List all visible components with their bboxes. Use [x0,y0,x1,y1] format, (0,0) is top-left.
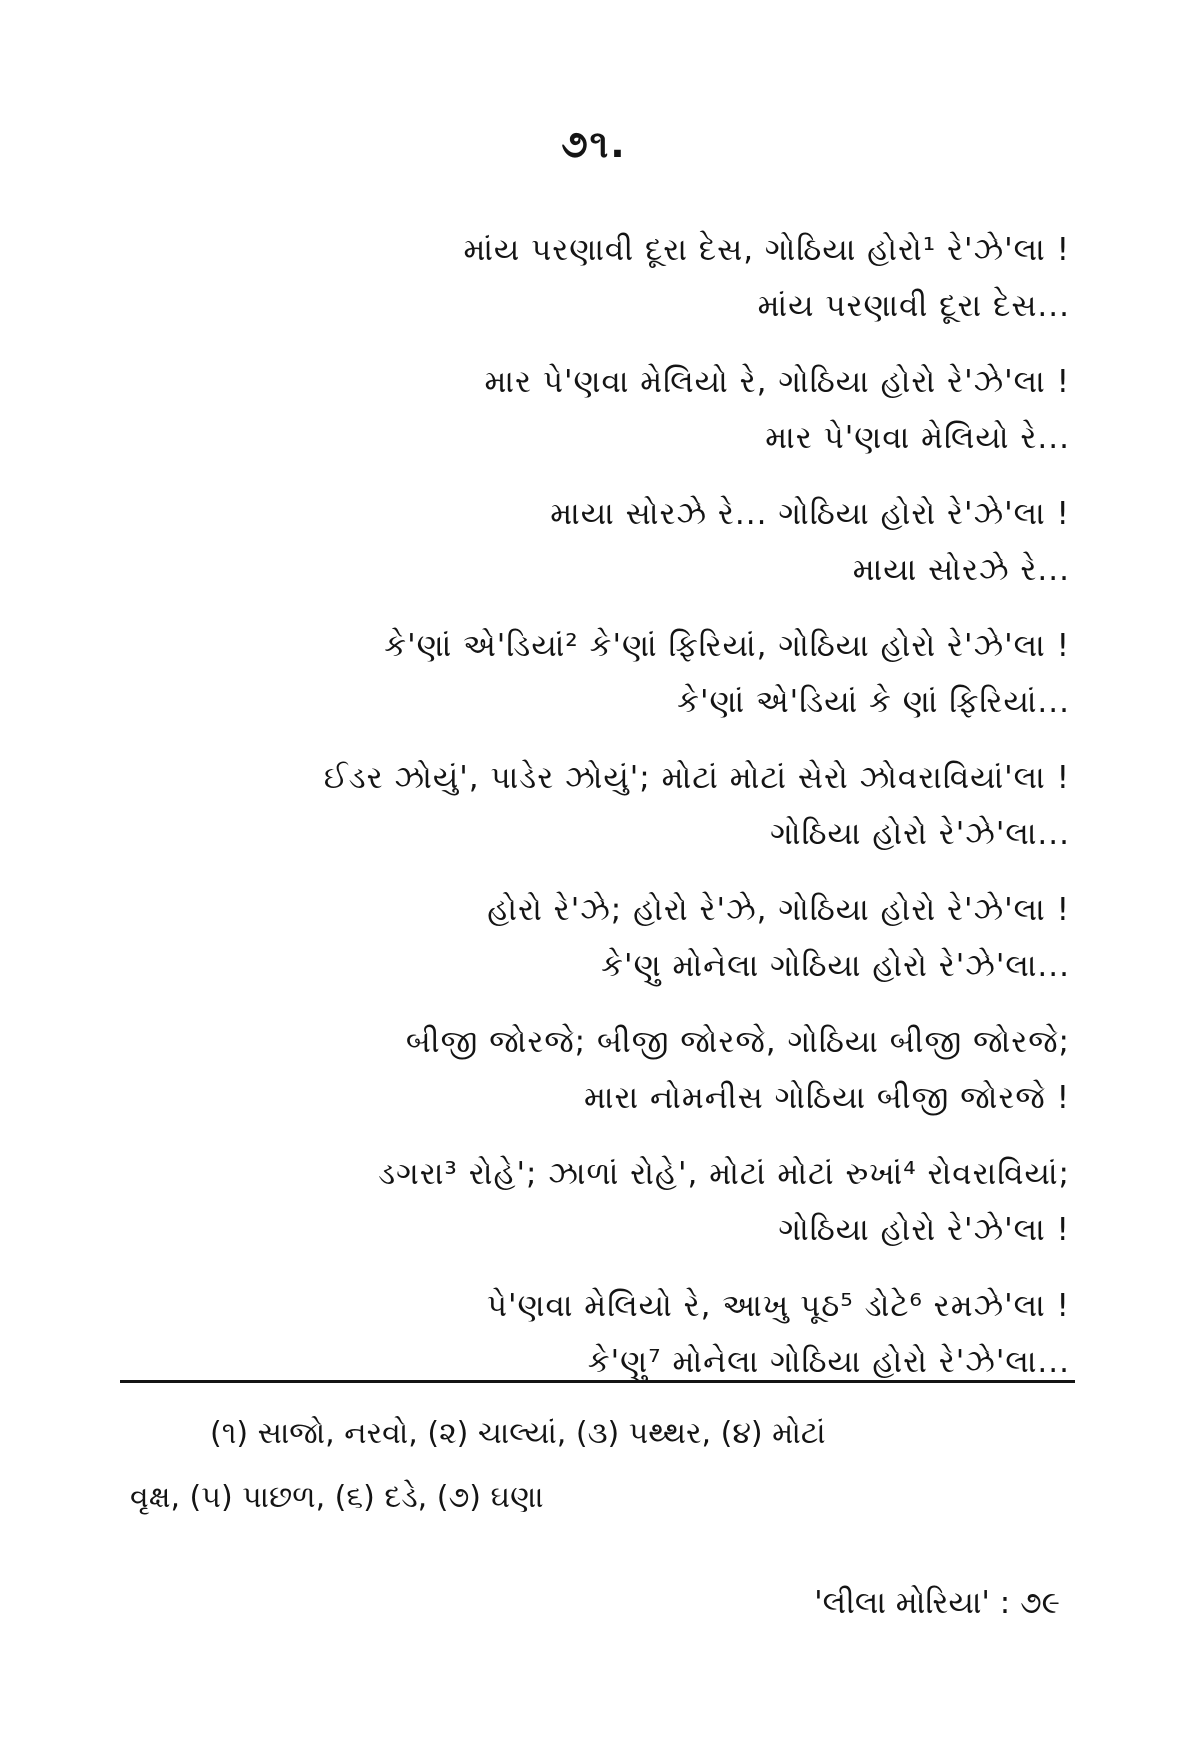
verse-line: કે'ણાં એ'ડિયાં² કે'ણાં ફિરિયાં, ગોઠિયા હોરો રે'ઝે'લા ! [384,628,1070,664]
refrain-line: માયા સોરઝે રે... [852,552,1070,588]
footnote-line: વૃક્ષ, (૫) પાછળ, (૬) દડે, (૭) ઘણા [130,1480,544,1515]
stanza [0,1146,1188,1258]
stanza [0,486,1188,598]
footnote-line: (૧) સાજો, નરવો, (૨) ચાલ્યાં, (૩) પથ્થર, (૪) મોટાં [210,1416,826,1451]
refrain-line: માર પે'ણવા મેલિયો રે... [765,420,1070,456]
stanza [0,882,1188,994]
running-footer: 'લીલા મોરિયા' : ૭૯ [814,1585,1060,1621]
refrain-line: માંય પરણાવી દૂરા દેસ... [757,288,1070,324]
stanza [0,1278,1188,1390]
footnotes [130,1402,1060,1530]
stanza [0,618,1188,730]
verse-line: પે'ણવા મેલિયો રે, આખુ પૂઠ⁵ ડોટે⁶ રમઝે'લા ! [486,1288,1070,1324]
refrain-line: ગોઠિયા હોરો રે'ઝે'લા... [770,816,1070,852]
verse-line: માર પે'ણવા મેલિયો રે, ગોઠિયા હોરો રે'ઝે'લા ! [484,364,1070,400]
page-number: ૭૧. [561,122,627,166]
footnote-divider [120,1380,1075,1383]
stanza [0,354,1188,466]
verse-line: ડગરા³ રોહે'; ઝાળાં રોહે', મોટાં મોટાં રુખાં⁴ રોવરાવિયાં; [378,1156,1070,1192]
refrain-line: કે'ણાં એ'ડિયાં કે ણાં ફિરિયાં... [677,684,1070,720]
verse-line: બીજી જોરજે; બીજી જોરજે, ગોઠિયા બીજી જોરજે; [405,1024,1070,1060]
stanza [0,1014,1188,1126]
stanza [0,222,1188,334]
verse-line: હોરો રે'ઝે; હોરો રે'ઝે, ગોઠિયા હોરો રે'ઝે'લા ! [487,892,1070,928]
verse-line: માયા સોરઝે રે... ગોઠિયા હોરો રે'ઝે'લા ! [550,496,1070,532]
verse-line: ઈડર ઝોયું', પાડેર ઝોયું'; મોટાં મોટાં સેરો ઝોવરાવિયાં'લા ! [323,760,1070,796]
verse-line: માંય પરણાવી દૂરા દેસ, ગોઠિયા હોરો¹ રે'ઝે'લા ! [463,232,1070,268]
refrain-line: કે'ણુ⁷ મોનેલા ગોઠિયા હોરો રે'ઝે'લા... [587,1344,1070,1380]
stanza [0,750,1188,862]
poem-body [0,222,1188,1410]
refrain-line: ગોઠિયા હોરો રે'ઝે'લા ! [778,1212,1070,1248]
refrain-line: મારા નોમનીસ ગોઠિયા બીજી જોરજે ! [584,1080,1070,1116]
refrain-line: કે'ણુ મોનેલા ગોઠિયા હોરો રે'ઝે'લા... [601,948,1070,984]
